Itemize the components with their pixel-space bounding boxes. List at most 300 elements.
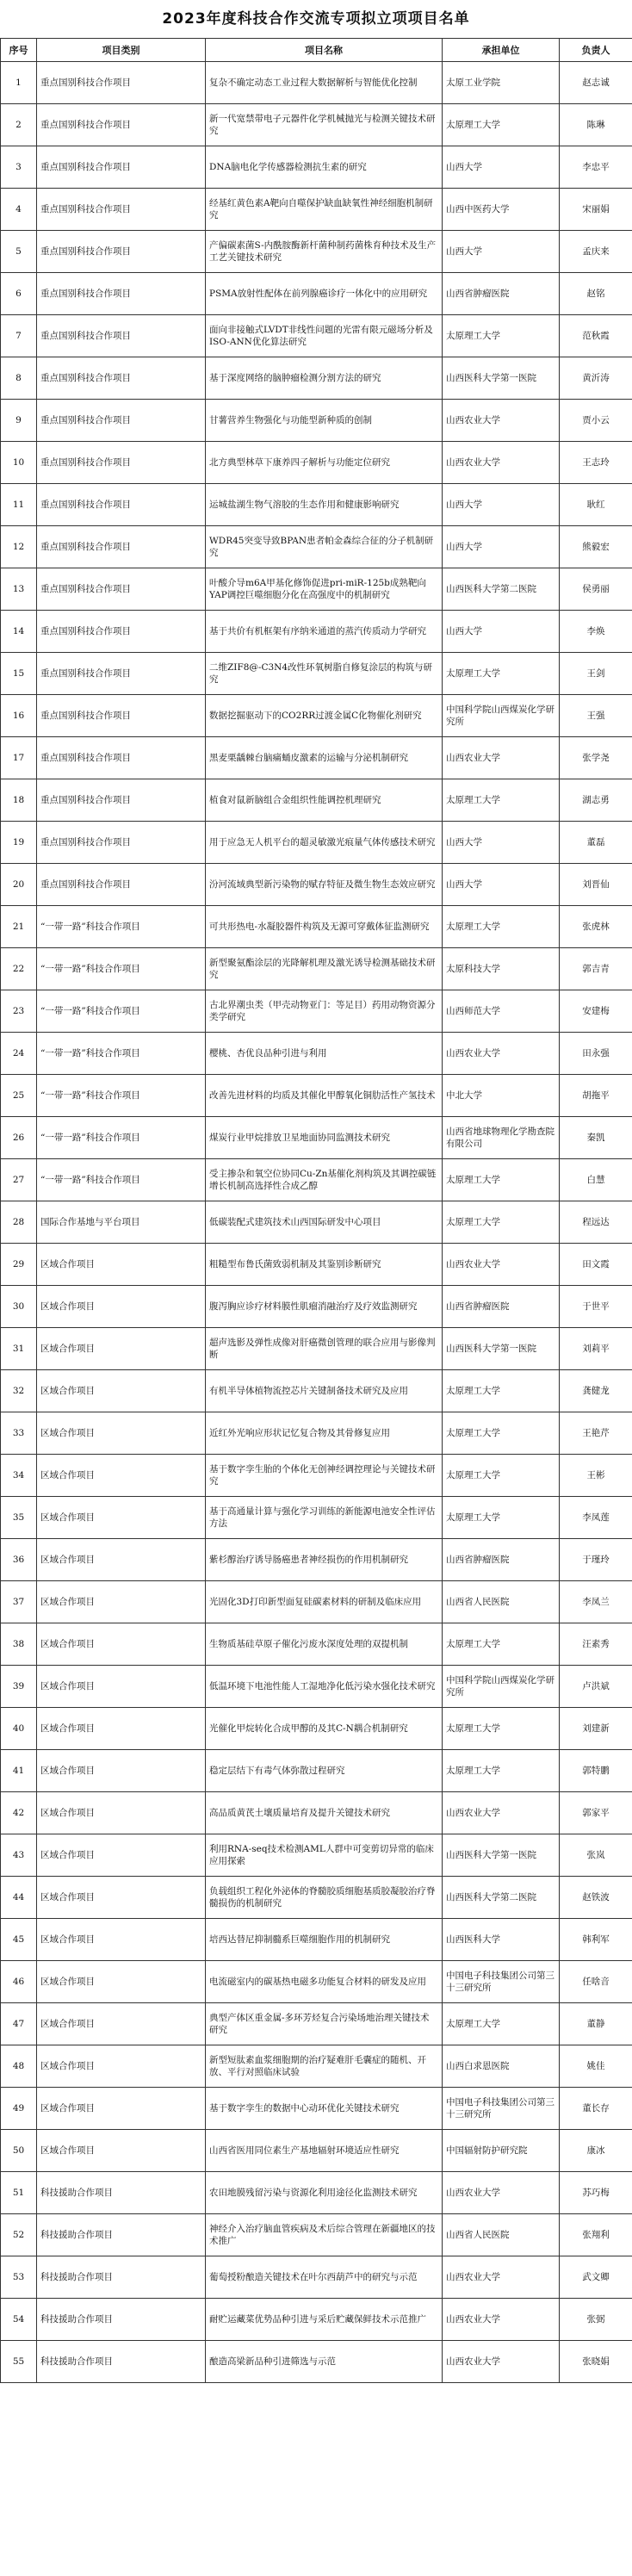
host-unit: 太原理工大学 xyxy=(443,2003,560,2045)
host-unit: 山西农业大学 xyxy=(443,1244,560,1286)
table-row xyxy=(1,1877,632,1919)
row-index: 22 xyxy=(1,948,37,990)
table-row xyxy=(1,653,632,695)
row-index: 50 xyxy=(1,2130,37,2172)
host-unit: 山西白求恩医院 xyxy=(443,2045,560,2088)
table-body xyxy=(1,62,632,2383)
project-name: 农田地膜残留污染与资源化利用途径化监测技术研究 xyxy=(206,2172,443,2214)
project-name: 低碳装配式建筑技术山西国际研发中心项目 xyxy=(206,1201,443,1244)
project-name: 面向非接触式LVDT非线性问题的光雷有限元磁场分析及ISO-ANN优化算法研究 xyxy=(206,315,443,357)
row-index: 40 xyxy=(1,1708,37,1750)
table-row xyxy=(1,1792,632,1834)
project-category: 重点国别科技合作项目 xyxy=(37,484,206,526)
table-row xyxy=(1,2130,632,2172)
table-row xyxy=(1,1159,632,1201)
project-name: 经基红黄色素A靶向自噬保护缺血缺氧性神经细胞机制研究 xyxy=(206,189,443,231)
project-leader: 李凤兰 xyxy=(560,1581,632,1623)
project-name: 利用RNA-seq技术检测AML人群中可变剪切异常的临床应用探索 xyxy=(206,1834,443,1877)
host-unit: 山西省人民医院 xyxy=(443,2214,560,2256)
project-leader: 安建梅 xyxy=(560,990,632,1033)
row-index: 12 xyxy=(1,526,37,568)
project-category: 重点国别科技合作项目 xyxy=(37,611,206,653)
project-name: 葡萄授粉酿造关键技术在叶尔西葫芦中的研究与示范 xyxy=(206,2256,443,2299)
table-row xyxy=(1,611,632,653)
project-category: 区域合作项目 xyxy=(37,2045,206,2088)
project-name: 改善先进材料的均质及其催化甲醇氧化铜肋活性产氢技术 xyxy=(206,1075,443,1117)
row-index: 39 xyxy=(1,1666,37,1708)
project-name: 耐贮运藏菜优势品种引进与采后贮藏保鲜技术示范推广 xyxy=(206,2299,443,2341)
project-category: “一带一路”科技合作项目 xyxy=(37,948,206,990)
row-index: 5 xyxy=(1,231,37,273)
row-index: 6 xyxy=(1,273,37,315)
project-category: 区域合作项目 xyxy=(37,1328,206,1370)
project-leader: 李凤莲 xyxy=(560,1497,632,1539)
row-index: 30 xyxy=(1,1286,37,1328)
project-category: 区域合作项目 xyxy=(37,1539,206,1581)
table-row xyxy=(1,2045,632,2088)
host-unit: 太原科技大学 xyxy=(443,948,560,990)
project-category: 重点国别科技合作项目 xyxy=(37,315,206,357)
project-leader: 贾小云 xyxy=(560,400,632,442)
host-unit: 太原理工大学 xyxy=(443,1623,560,1666)
project-category: 区域合作项目 xyxy=(37,1961,206,2003)
row-index: 13 xyxy=(1,568,37,611)
project-leader: 苏巧梅 xyxy=(560,2172,632,2214)
row-index: 28 xyxy=(1,1201,37,1244)
row-index: 55 xyxy=(1,2341,37,2383)
table-row xyxy=(1,2172,632,2214)
row-index: 37 xyxy=(1,1581,37,1623)
table-row xyxy=(1,146,632,189)
project-leader: 黄沂涛 xyxy=(560,357,632,400)
table-row xyxy=(1,273,632,315)
table-row xyxy=(1,2088,632,2130)
project-category: 区域合作项目 xyxy=(37,1750,206,1792)
project-name: 紫杉醇治疗诱导肠癌患者神经损伤的作用机制研究 xyxy=(206,1539,443,1581)
table-row xyxy=(1,695,632,737)
project-category: 区域合作项目 xyxy=(37,2003,206,2045)
host-unit: 太原理工大学 xyxy=(443,1708,560,1750)
host-unit: 太原理工大学 xyxy=(443,906,560,948)
project-name: 产偏碳素菌S-内酰胺酶新杆菌种制药菌株育种技术及生产工艺关键技术研究 xyxy=(206,231,443,273)
table-row xyxy=(1,2299,632,2341)
project-category: 重点国别科技合作项目 xyxy=(37,822,206,864)
project-leader: 张弼 xyxy=(560,2299,632,2341)
project-leader: 张晓娟 xyxy=(560,2341,632,2383)
host-unit: 太原理工大学 xyxy=(443,1497,560,1539)
project-category: 重点国别科技合作项目 xyxy=(37,695,206,737)
row-index: 16 xyxy=(1,695,37,737)
table-row xyxy=(1,2214,632,2256)
table-row xyxy=(1,1666,632,1708)
project-leader: 任啥音 xyxy=(560,1961,632,2003)
project-name: 二维ZIF8@-C3N4改性环氧树脂自修复涂层的构筑与研究 xyxy=(206,653,443,695)
project-leader: 范秋霞 xyxy=(560,315,632,357)
project-leader: 湖志勇 xyxy=(560,779,632,822)
project-name: 神经介入治疗脑血管疾病及术后综合管理在新疆地区的技术推广 xyxy=(206,2214,443,2256)
host-unit: 山西大学 xyxy=(443,484,560,526)
project-category: 科技援助合作项目 xyxy=(37,2172,206,2214)
table-row xyxy=(1,1412,632,1455)
row-index: 23 xyxy=(1,990,37,1033)
project-name: 电流磁室内的碳基热电磁多功能复合材料的研发及应用 xyxy=(206,1961,443,2003)
host-unit: 山西农业大学 xyxy=(443,1033,560,1075)
table-row xyxy=(1,1961,632,2003)
project-name: 汾河流域典型新污染物的赋存特征及微生物生态效应研究 xyxy=(206,864,443,906)
row-index: 19 xyxy=(1,822,37,864)
host-unit: 山西大学 xyxy=(443,822,560,864)
host-unit: 中国科学院山西煤炭化学研究所 xyxy=(443,695,560,737)
host-unit: 太原理工大学 xyxy=(443,1455,560,1497)
host-unit: 山西省肿瘤医院 xyxy=(443,273,560,315)
table-row xyxy=(1,1075,632,1117)
project-name: 培西达替尼抑制髓系巨噬细胞作用的机制研究 xyxy=(206,1919,443,1961)
project-category: 科技援助合作项目 xyxy=(37,2214,206,2256)
host-unit: 山西农业大学 xyxy=(443,2341,560,2383)
host-unit: 中国辐射防护研究院 xyxy=(443,2130,560,2172)
row-index: 10 xyxy=(1,442,37,484)
host-unit: 山西医科大学第一医院 xyxy=(443,1328,560,1370)
project-leader: 赵铁波 xyxy=(560,1877,632,1919)
project-name: 可共形热电-水凝胶器件构筑及无源可穿戴体征监测研究 xyxy=(206,906,443,948)
table-row xyxy=(1,1581,632,1623)
project-category: 国际合作基地与平台项目 xyxy=(37,1201,206,1244)
table-row xyxy=(1,357,632,400)
row-index: 54 xyxy=(1,2299,37,2341)
project-name: 古北界潮虫类（甲壳动物亚门：等足目）药用动物资源分类学研究 xyxy=(206,990,443,1033)
project-category: 重点国别科技合作项目 xyxy=(37,568,206,611)
project-name: 腹泻胸应诊疗材料膜性肌瘤消融治疗及疗效监测研究 xyxy=(206,1286,443,1328)
host-unit: 太原工业学院 xyxy=(443,62,560,104)
row-index: 47 xyxy=(1,2003,37,2045)
project-leader: 龚健龙 xyxy=(560,1370,632,1412)
host-unit: 山西农业大学 xyxy=(443,737,560,779)
host-unit: 太原理工大学 xyxy=(443,653,560,695)
project-name: DNA脑电化学传感器检测抗生素的研究 xyxy=(206,146,443,189)
host-unit: 太原理工大学 xyxy=(443,104,560,146)
project-category: 区域合作项目 xyxy=(37,1286,206,1328)
project-name: 叶酸介导m6A甲基化修饰促进pri-miR-125b成熟靶向YAP调控巨噬细胞分化在高强度中的机制研究 xyxy=(206,568,443,611)
project-name: 基于共价有机框架有序纳米通道的蒸汽传质动力学研究 xyxy=(206,611,443,653)
project-leader: 刘莉平 xyxy=(560,1328,632,1370)
host-unit: 山西省人民医院 xyxy=(443,1581,560,1623)
host-unit: 山西师范大学 xyxy=(443,990,560,1033)
project-leader: 宋丽娟 xyxy=(560,189,632,231)
table-row xyxy=(1,737,632,779)
row-index: 20 xyxy=(1,864,37,906)
project-leader: 田文霞 xyxy=(560,1244,632,1286)
project-leader: 张翔利 xyxy=(560,2214,632,2256)
table-row xyxy=(1,1539,632,1581)
host-unit: 山西大学 xyxy=(443,526,560,568)
project-category: 重点国别科技合作项目 xyxy=(37,779,206,822)
row-index: 48 xyxy=(1,2045,37,2088)
header-unit: 承担单位 xyxy=(443,39,560,62)
project-name: 新一代宽禁带电子元器件化学机械抛光与检测关键技术研究 xyxy=(206,104,443,146)
project-name: 甘薯营养生物强化与功能型新种质的创制 xyxy=(206,400,443,442)
project-category: 重点国别科技合作项目 xyxy=(37,273,206,315)
project-category: 重点国别科技合作项目 xyxy=(37,357,206,400)
project-category: 区域合作项目 xyxy=(37,1877,206,1919)
project-category: 科技援助合作项目 xyxy=(37,2299,206,2341)
host-unit: 太原理工大学 xyxy=(443,1370,560,1412)
row-index: 18 xyxy=(1,779,37,822)
table-row xyxy=(1,315,632,357)
table-row xyxy=(1,442,632,484)
table-row xyxy=(1,864,632,906)
project-name: 新型短肽素血浆细胞期的治疗疑难肝毛囊症的随机、开放、平行对照临床试验 xyxy=(206,2045,443,2088)
row-index: 42 xyxy=(1,1792,37,1834)
row-index: 21 xyxy=(1,906,37,948)
project-leader: 郭家平 xyxy=(560,1792,632,1834)
project-name: 运城盐湖生物气溶胶的生态作用和健康影响研究 xyxy=(206,484,443,526)
row-index: 51 xyxy=(1,2172,37,2214)
table-header-row xyxy=(1,39,632,62)
project-name: 植食对鼠新脑组合金组织性能调控机理研究 xyxy=(206,779,443,822)
host-unit: 山西医科大学第一医院 xyxy=(443,1834,560,1877)
project-name: 典型产体区重金属-多环芳烃复合污染场地治理关键技术研究 xyxy=(206,2003,443,2045)
project-leader: 郭特鹏 xyxy=(560,1750,632,1792)
row-index: 3 xyxy=(1,146,37,189)
header-leader: 负责人 xyxy=(560,39,632,62)
row-index: 36 xyxy=(1,1539,37,1581)
project-category: 重点国别科技合作项目 xyxy=(37,62,206,104)
project-name: 生物质基硅草原子催化污废水深度处理的双提机制 xyxy=(206,1623,443,1666)
host-unit: 山西医科大学第一医院 xyxy=(443,357,560,400)
row-index: 45 xyxy=(1,1919,37,1961)
project-category: “一带一路”科技合作项目 xyxy=(37,1075,206,1117)
project-leader: 侯勇丽 xyxy=(560,568,632,611)
project-leader: 孟庆来 xyxy=(560,231,632,273)
project-leader: 李焕 xyxy=(560,611,632,653)
table-row xyxy=(1,1497,632,1539)
project-category: 重点国别科技合作项目 xyxy=(37,737,206,779)
table-row xyxy=(1,822,632,864)
table-row xyxy=(1,2256,632,2299)
table-row xyxy=(1,526,632,568)
table-row xyxy=(1,1455,632,1497)
row-index: 29 xyxy=(1,1244,37,1286)
header-category: 项目类别 xyxy=(37,39,206,62)
row-index: 26 xyxy=(1,1117,37,1159)
host-unit: 中国电子科技集团公司第三十三研究所 xyxy=(443,1961,560,2003)
project-name: 复杂不确定动态工业过程大数据解析与智能优化控制 xyxy=(206,62,443,104)
project-name: 基于高通量计算与强化学习训练的新能源电池安全性评估方法 xyxy=(206,1497,443,1539)
project-category: 区域合作项目 xyxy=(37,1497,206,1539)
host-unit: 山西农业大学 xyxy=(443,400,560,442)
project-name: 新型聚氨酯涂层的光降解机理及激光诱导检测基础技术研究 xyxy=(206,948,443,990)
row-index: 17 xyxy=(1,737,37,779)
project-name: 酿造高梁新品种引进筛选与示范 xyxy=(206,2341,443,2383)
project-leader: 程远达 xyxy=(560,1201,632,1244)
project-leader: 武文卿 xyxy=(560,2256,632,2299)
host-unit: 山西农业大学 xyxy=(443,442,560,484)
project-category: 区域合作项目 xyxy=(37,1792,206,1834)
project-name: 负载组织工程化外泌体的脊髓胶质细胞基质胶凝胶治疗脊髓损伤的机制研究 xyxy=(206,1877,443,1919)
project-leader: 董静 xyxy=(560,2003,632,2045)
project-leader: 王志玲 xyxy=(560,442,632,484)
table-row xyxy=(1,189,632,231)
project-leader: 白慧 xyxy=(560,1159,632,1201)
project-category: 重点国别科技合作项目 xyxy=(37,864,206,906)
row-index: 1 xyxy=(1,62,37,104)
host-unit: 山西农业大学 xyxy=(443,2256,560,2299)
host-unit: 中国科学院山西煤炭化学研究所 xyxy=(443,1666,560,1708)
host-unit: 山西中医药大学 xyxy=(443,189,560,231)
row-index: 46 xyxy=(1,1961,37,2003)
project-category: “一带一路”科技合作项目 xyxy=(37,1033,206,1075)
table-row xyxy=(1,906,632,948)
table-row xyxy=(1,568,632,611)
project-name: 粗糙型布鲁氏菌致弱机制及其鉴别诊断研究 xyxy=(206,1244,443,1286)
project-category: 区域合作项目 xyxy=(37,1834,206,1877)
host-unit: 太原理工大学 xyxy=(443,1750,560,1792)
project-leader: 韩利军 xyxy=(560,1919,632,1961)
project-category: 重点国别科技合作项目 xyxy=(37,231,206,273)
table-row xyxy=(1,2341,632,2383)
project-leader: 秦凯 xyxy=(560,1117,632,1159)
project-leader: 康冰 xyxy=(560,2130,632,2172)
table-row xyxy=(1,1834,632,1877)
host-unit: 太原理工大学 xyxy=(443,1412,560,1455)
host-unit: 太原理工大学 xyxy=(443,779,560,822)
project-leader: 董磊 xyxy=(560,822,632,864)
host-unit: 山西大学 xyxy=(443,864,560,906)
project-category: 重点国别科技合作项目 xyxy=(37,653,206,695)
host-unit: 太原理工大学 xyxy=(443,1201,560,1244)
project-leader: 陈琳 xyxy=(560,104,632,146)
row-index: 49 xyxy=(1,2088,37,2130)
row-index: 34 xyxy=(1,1455,37,1497)
project-name: 基于深度网络的脑肿瘤检测分割方法的研究 xyxy=(206,357,443,400)
project-leader: 王彬 xyxy=(560,1455,632,1497)
host-unit: 山西医科大学第二医院 xyxy=(443,1877,560,1919)
host-unit: 山西省肿瘤医院 xyxy=(443,1286,560,1328)
project-name: 用于应急无人机平台的超灵敏激光痕量气体传感技术研究 xyxy=(206,822,443,864)
project-name: 光催化甲烷转化合成甲醇的及其C-N耦合机制研究 xyxy=(206,1708,443,1750)
project-leader: 汪素秀 xyxy=(560,1623,632,1666)
project-leader: 姚佳 xyxy=(560,2045,632,2088)
table-row xyxy=(1,1201,632,1244)
project-category: 区域合作项目 xyxy=(37,2088,206,2130)
project-name: 基于数字孪生胎的个体化无创神经调控理论与关键技术研究 xyxy=(206,1455,443,1497)
project-category: “一带一路”科技合作项目 xyxy=(37,1117,206,1159)
project-category: 区域合作项目 xyxy=(37,1666,206,1708)
project-category: 区域合作项目 xyxy=(37,2130,206,2172)
project-name: 有机半导体植物流控芯片关键制备技术研究及应用 xyxy=(206,1370,443,1412)
project-leader: 胡拖平 xyxy=(560,1075,632,1117)
project-leader: 王艳芹 xyxy=(560,1412,632,1455)
table-row xyxy=(1,1244,632,1286)
host-unit: 山西大学 xyxy=(443,146,560,189)
project-category: 区域合作项目 xyxy=(37,1623,206,1666)
project-category: 重点国别科技合作项目 xyxy=(37,189,206,231)
host-unit: 中北大学 xyxy=(443,1075,560,1117)
host-unit: 山西医科大学 xyxy=(443,1919,560,1961)
project-name: PSMA放射性配体在前列腺癌诊疗一体化中的应用研究 xyxy=(206,273,443,315)
project-leader: 李忠平 xyxy=(560,146,632,189)
host-unit: 山西农业大学 xyxy=(443,2172,560,2214)
project-leader: 于世平 xyxy=(560,1286,632,1328)
table-row xyxy=(1,1117,632,1159)
project-name: 高品质黄芪土壤质量培育及提升关键技术研究 xyxy=(206,1792,443,1834)
row-index: 15 xyxy=(1,653,37,695)
project-name: 超声选影及弹性成像对肝癌微创管理的联合应用与影像判断 xyxy=(206,1328,443,1370)
project-name: 基于数字孪生的数据中心动环优化关键技术研究 xyxy=(206,2088,443,2130)
table-row xyxy=(1,1033,632,1075)
table-row xyxy=(1,484,632,526)
project-leader: 张学尧 xyxy=(560,737,632,779)
row-index: 9 xyxy=(1,400,37,442)
project-leader: 张虎林 xyxy=(560,906,632,948)
table-row xyxy=(1,948,632,990)
project-leader: 田永强 xyxy=(560,1033,632,1075)
row-index: 25 xyxy=(1,1075,37,1117)
row-index: 8 xyxy=(1,357,37,400)
project-name: 光固化3D打印新型面复硅碳素材料的研制及临床应用 xyxy=(206,1581,443,1623)
project-name: 受主掺杂和氧空位协同Cu-Zn基催化剂构筑及其调控碳链增长机制高选择性合成乙醇 xyxy=(206,1159,443,1201)
project-name: 近红外光响应形状记忆复合物及其骨修复应用 xyxy=(206,1412,443,1455)
table-row xyxy=(1,1370,632,1412)
row-index: 43 xyxy=(1,1834,37,1877)
row-index: 11 xyxy=(1,484,37,526)
project-leader: 于瑾玲 xyxy=(560,1539,632,1581)
project-category: 科技援助合作项目 xyxy=(37,2341,206,2383)
row-index: 33 xyxy=(1,1412,37,1455)
row-index: 38 xyxy=(1,1623,37,1666)
host-unit: 太原理工大学 xyxy=(443,1159,560,1201)
project-leader: 郭吉青 xyxy=(560,948,632,990)
table-row xyxy=(1,1708,632,1750)
host-unit: 中国电子科技集团公司第三十三研究所 xyxy=(443,2088,560,2130)
project-leader: 刘建新 xyxy=(560,1708,632,1750)
row-index: 44 xyxy=(1,1877,37,1919)
row-index: 32 xyxy=(1,1370,37,1412)
project-leader: 王强 xyxy=(560,695,632,737)
project-leader: 赵志诚 xyxy=(560,62,632,104)
table-row xyxy=(1,990,632,1033)
page-title: 2023年度科技合作交流专项拟立项项目名单 xyxy=(162,10,470,28)
host-unit: 山西大学 xyxy=(443,231,560,273)
table-row xyxy=(1,2003,632,2045)
project-name: 数据挖掘驱动下的CO2RR过渡金属C化物催化剂研究 xyxy=(206,695,443,737)
table-row xyxy=(1,400,632,442)
project-leader: 耿红 xyxy=(560,484,632,526)
project-leader: 张岚 xyxy=(560,1834,632,1877)
row-index: 4 xyxy=(1,189,37,231)
table-row xyxy=(1,104,632,146)
table-row xyxy=(1,1919,632,1961)
host-unit: 山西农业大学 xyxy=(443,2299,560,2341)
row-index: 53 xyxy=(1,2256,37,2299)
project-category: 区域合作项目 xyxy=(37,1412,206,1455)
project-category: 区域合作项目 xyxy=(37,1244,206,1286)
project-category: 重点国别科技合作项目 xyxy=(37,442,206,484)
project-table xyxy=(0,38,632,2383)
table-row xyxy=(1,231,632,273)
table-row xyxy=(1,1750,632,1792)
row-index: 52 xyxy=(1,2214,37,2256)
project-name: 稳定层结下有毒气体弥散过程研究 xyxy=(206,1750,443,1792)
row-index: 14 xyxy=(1,611,37,653)
table-row xyxy=(1,62,632,104)
project-name: 樱桃、杏优良品种引进与利用 xyxy=(206,1033,443,1075)
project-name: 煤炭行业甲烷排放卫星地面协同监测技术研究 xyxy=(206,1117,443,1159)
table-row xyxy=(1,779,632,822)
project-category: 重点国别科技合作项目 xyxy=(37,146,206,189)
project-category: “一带一路”科技合作项目 xyxy=(37,906,206,948)
host-unit: 山西农业大学 xyxy=(443,1792,560,1834)
